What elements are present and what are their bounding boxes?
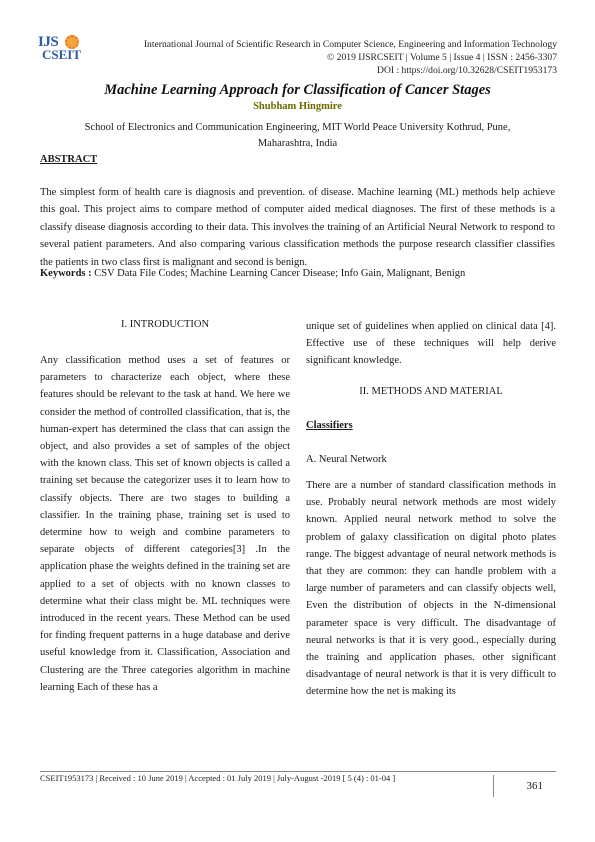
section-heading-introduction: I. INTRODUCTION	[120, 319, 210, 330]
logo-text-bottom: CSEIT	[42, 47, 82, 62]
introduction-text: Any classification method uses a set of features or parameters to characterize each object, where these features should be relevant to the task at hand. We here we consider the method of controlled classification, that is, the human-expert has determined the class that can assign the object, and also provides a set of samples of the object with the known class. This set of known objects is called a training set because the categorizer uses it to learn how to classify objects. There are two stages to building a classifier. In the training phase, training set is used to determine how to weigh and combine parameters to separate objects of different categories[3] .In the application phase the weights defined in the training set are applied to a set of objects with no known classes to determine what their class might be. ML techniques were introduced in the recent years. These Method can be used for finding frequent patterns in a huge database and derive useful knowledge from it. Classification, Association and Clustering are the Three categories algorithm in machine learning Each of these has a	[40, 355, 290, 693]
abstract-heading: ABSTRACT	[40, 154, 98, 165]
author-name: Shubham Hingmire	[253, 101, 342, 112]
doi-link[interactable]: DOI : https://doi.org/10.32628/CSEIT1953173	[377, 65, 557, 76]
neural-network-text: There are a number of standard classification methods in use. Probably neural network methods are most widely known. Applied neural network method to solve the problem of galaxy classification on digital photo plates range. The biggest advantage of neural network methods is that they are common: they can handle problem with a large number of parameters and can classify objects well, Even the distribution of objects in the N-dimensional parameter space is very difficult. The disadvantage of neural networks is that it is very good., especially during the training and application phases. other significant disadvantage of neural network is that it is very difficult to determine how the net is making its	[306, 480, 556, 698]
section-heading-methods: II. METHODS AND MATERIAL	[359, 386, 503, 397]
footer-citation: CSEIT1953173 | Received : 10 June 2019 | Accepted : 01 July 2019 | July-August -2019 [ 5 (4) : 01-04 ]	[40, 773, 396, 783]
subheading-neural-network: A. Neural Network	[306, 454, 387, 465]
keywords	[40, 268, 555, 279]
paper-title: Machine Learning Approach for Classification of Cancer Stages	[104, 82, 491, 98]
keywords-text: CSV Data File Codes; Machine Learning Cancer Disease; Info Gain, Malignant, Benign	[91, 268, 466, 279]
column2-continued-text: unique set of guidelines when applied on clinical data [4]. Effective use of these techniques will help derive significant knowledge.	[306, 321, 556, 367]
journal-issue: © 2019 IJSRCSEIT | Volume 5 | Issue 4 | ISSN : 2456-3307	[327, 52, 557, 63]
journal-name: International Journal of Scientific Research in Computer Science, Engineering and Information Technology	[143, 39, 557, 50]
journal-logo	[38, 34, 88, 66]
footer-divider	[40, 771, 556, 772]
affiliation-line-1: School of Electronics and Communication Engineering, MIT World Peace University Kothrud, Pune,	[84, 122, 511, 133]
logo-text-top: IJS	[38, 34, 59, 50]
page-number: 361	[526, 780, 543, 792]
affiliation-line-2: Maharashtra, India	[257, 138, 338, 149]
subheading-classifiers: Classifiers	[306, 420, 353, 431]
keywords-label: Keywords :	[40, 268, 92, 279]
abstract-text: The simplest form of health care is diagnosis and prevention. of disease. Machine learning (ML) methods help achieve this goal. This project aims to compare method of computer aided medical diagnoses. The first of these methods is a classify disease diagnosis according to their data. This involves the training of an Artificial Neural Network to respond to several patient parameters. And also comparing various classification methods the purpose research classifier classifies the patients in two class first is malignant and second is benign.	[40, 187, 555, 268]
